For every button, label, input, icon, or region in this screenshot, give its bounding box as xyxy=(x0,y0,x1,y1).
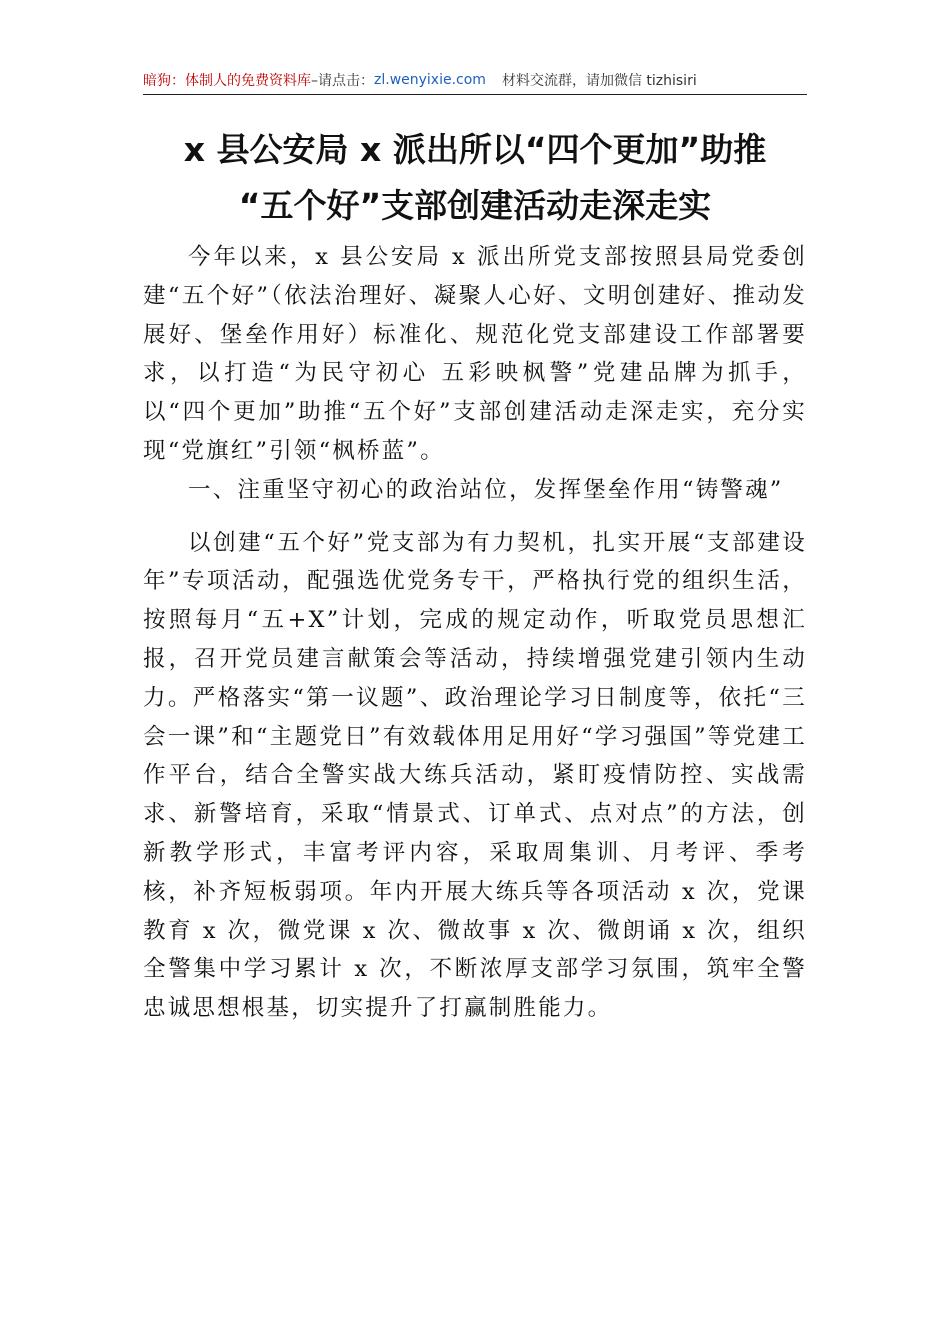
page-header xyxy=(143,66,807,95)
document-title-line-2: “五个好”支部创建活动走深走实 xyxy=(238,186,712,225)
paragraph-intro: 今年以来，x 县公安局 x 派出所党支部按照县局党委创建“五个好”（依法治理好、凝聚人心好、文明创建好、推动发展好、堡垒作用好）标准化、规范化党支部建设工作部署要求，以打造“为民守初心 五彩映枫警”党建品牌为抓手，以“四个更加”助推“五个好”支部创建活动走深走实，充分实现“党旗红”引领“枫桥蓝”。 xyxy=(143,244,807,464)
header-url-link[interactable]: zl.wenyixie.com xyxy=(374,72,486,88)
document-title-line-1: x 县公安局 x 派出所以“四个更加”助推 xyxy=(183,130,767,169)
header-contact-text: 材料交流群，请加微信 tizhisiri xyxy=(501,73,697,89)
header-promo-text: 暗狗：体制人的免费资料库 xyxy=(143,73,311,89)
section-heading-1: 一、注重坚守初心的政治站位，发挥堡垒作用“铸警魂” xyxy=(188,476,784,503)
header-prompt-text: –请点击： xyxy=(311,73,374,89)
document-body xyxy=(143,238,807,1028)
paragraph-section-1: 以创建“五个好”党支部为有力契机，扎实开展“支部建设年”专项活动，配强选优党务专干，严格执行党的组织生活，按照每月“五+X”计划，完成的规定动作，听取党员思想汇报，召开党员建言献策会等活动，持续增强党建引领内生动力。严格落实“第一议题”、政治理论学习日制度等，依托“三会一课”和“主题党日”有效载体用足用好“学习强国”等党建工作平台，结合全警实战大练兵活动，紧盯疫情防控、实战需求、新警培育，采取“情景式、订单式、点对点”的方法，创新教学形式，丰富考评内容，采取周集训、月考评、季考核，补齐短板弱项。年内开展大练兵等各项活动 x 次，党课教育 x 次，微党课 x 次、微故事 x 次、微朗诵 x 次，组织全警集中学习累计 x 次，不断浓厚支部学习氛围，筑牢全警忠诚思想根基，切实提升了打赢制胜能力。 xyxy=(143,529,807,1022)
